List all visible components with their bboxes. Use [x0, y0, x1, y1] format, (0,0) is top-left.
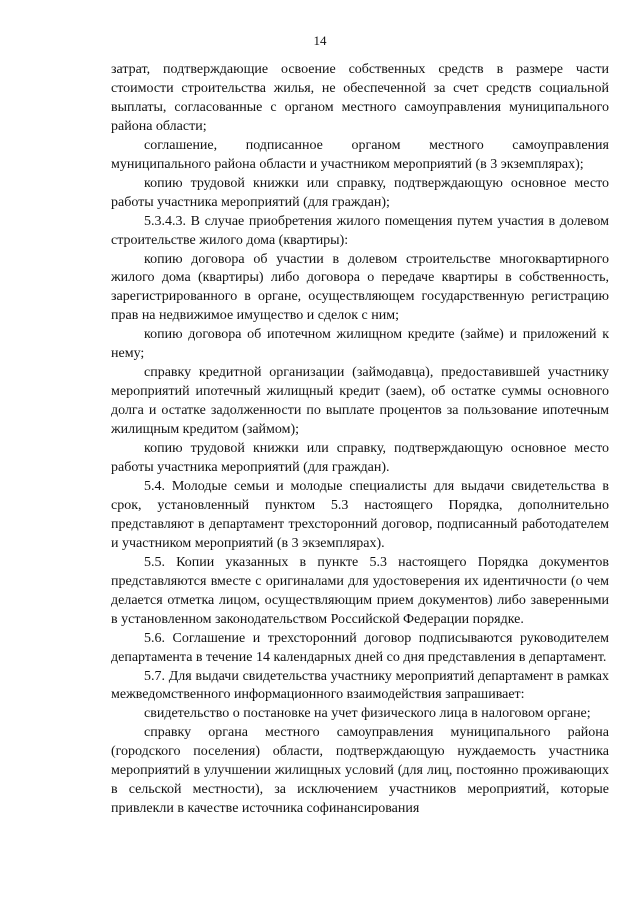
paragraph: 5.5. Копии указанных в пункте 5.3 настоящего Порядка документов представляются вместе с оригиналами для удостоверения их идентичности (о чем делается отметка лицом, осуществляющим прием документов) либо заверенными в установленном законодательством Российской Федерации порядке.	[111, 554, 609, 627]
document-body	[111, 61, 609, 819]
paragraph: справку кредитной организации (займодавца), предоставившей участнику мероприятий ипотечный жилищный кредит (заем), об остатке суммы основного долга и остатке задолженности по выплате процентов за пользование ипотечным жилищным кредитом (займом);	[111, 365, 609, 438]
paragraph: копию договора об участии в долевом строительстве многоквартирного жилого дома (квартиры) либо договора о передаче квартиры в собственность, зарегистрированного в органе, осуществляющем государственную регистрацию прав на недвижимое имущество и сделок с ним;	[111, 251, 609, 324]
paragraph: копию трудовой книжки или справку, подтверждающую основное место работы участника мероприятий (для граждан);	[111, 175, 609, 210]
paragraph: соглашение, подписанное органом местного самоуправления муниципального района области и участником мероприятий (в 3 экземплярах);	[111, 137, 609, 172]
paragraph: свидетельство о постановке на учет физического лица в налоговом органе;	[144, 706, 591, 722]
paragraph: 5.4. Молодые семьи и молодые специалисты для выдачи свидетельства в срок, установленный пунктом 5.3 настоящего Порядка, дополнительно представляют в департамент трехсторонний договор, подписанный работодателем и участником мероприятий (в 3 экземплярах).	[111, 478, 609, 551]
paragraph: затрат, подтверждающие освоение собственных средств в размере части стоимости строительства жилья, не обеспеченной за счет средств социальной выплаты, согласованные с органом местного самоуправления муниципального района области;	[111, 62, 609, 134]
paragraph: справку органа местного самоуправления муниципального района (городского поселения) области, подтверждающую нуждаемость участника мероприятий в улучшении жилищных условий (для лиц, постоянно проживающих в сельской местности), за исключением участников мероприятий, которые привлекли в качестве источника софинансирования	[111, 725, 609, 817]
paragraph: копию договора об ипотечном жилищном кредите (займе) и приложений к нему;	[111, 327, 609, 362]
paragraph: 5.7. Для выдачи свидетельства участнику мероприятий департамент в рамках межведомственного информационного взаимодействия запрашивает:	[111, 668, 609, 703]
paragraph: 5.3.4.3. В случае приобретения жилого помещения путем участия в долевом строительстве жилого дома (квартиры):	[111, 213, 609, 248]
paragraph: 5.6. Соглашение и трехсторонний договор подписываются руководителем департамента в течение 14 календарных дней со дня представления в департамент.	[111, 630, 609, 665]
page-number: 14	[313, 33, 327, 48]
paragraph: копию трудовой книжки или справку, подтверждающую основное место работы участника мероприятий (для граждан).	[111, 441, 609, 476]
